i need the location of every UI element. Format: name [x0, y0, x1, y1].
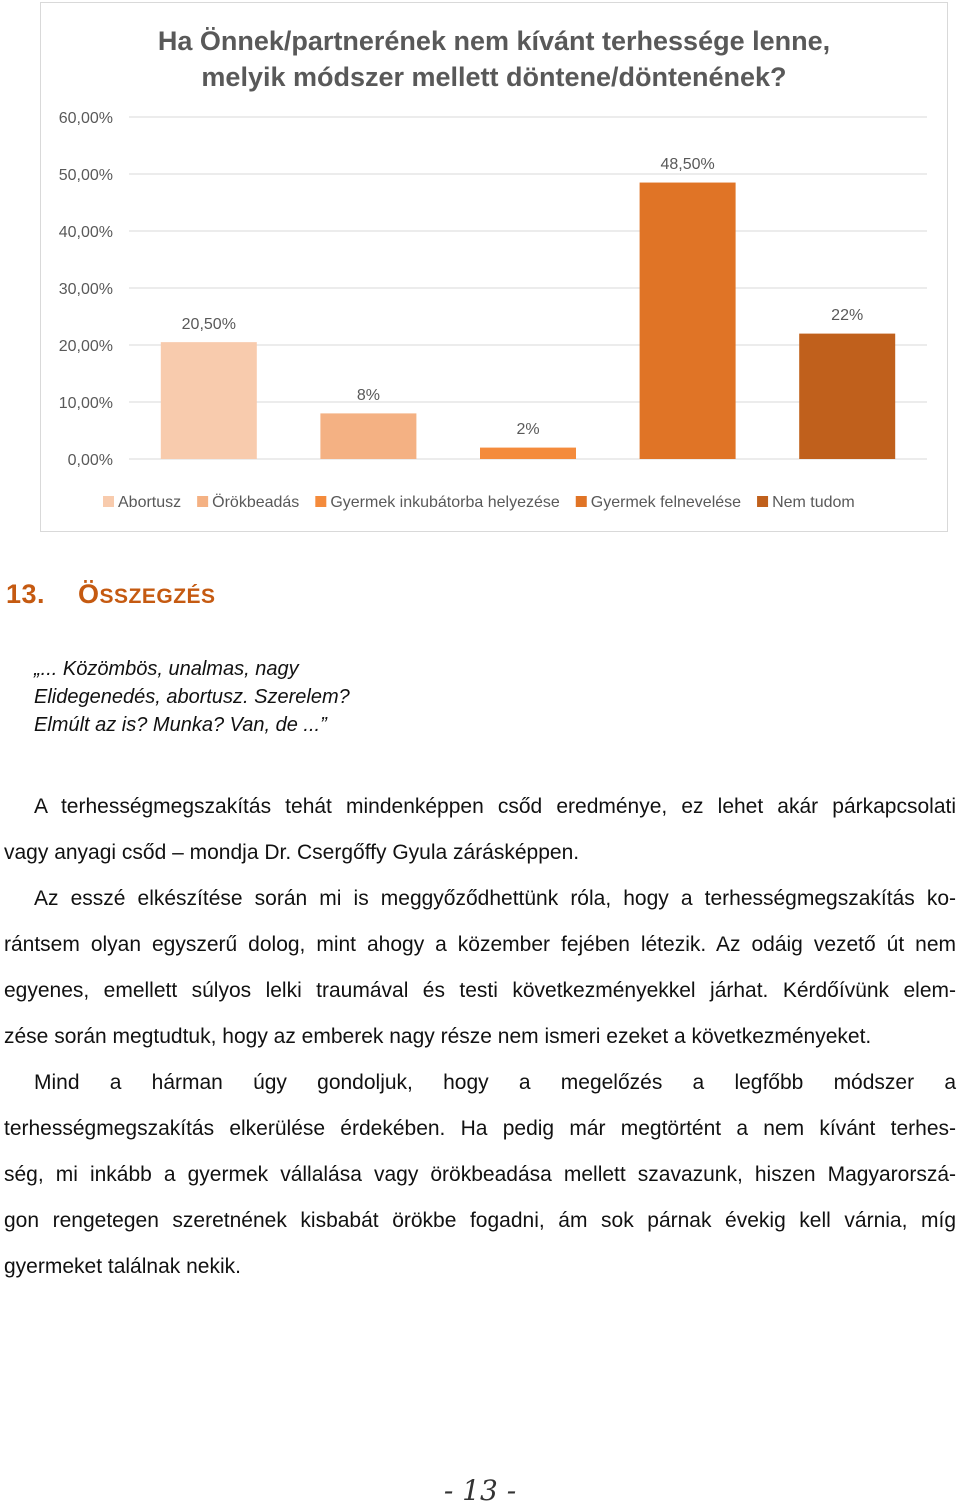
chart-title — [41, 23, 947, 95]
y-tick-label: 60,00% — [58, 110, 113, 127]
chart-title-line-1: Ha Önnek/partnerének nem kívánt terhessége lenne, — [157, 26, 831, 56]
body-line: rántsem olyan egyszerű dolog, mint ahogy a közember fejében létezik. Az odáig vezető út nem — [4, 933, 956, 956]
data-label: 20,50% — [181, 316, 236, 333]
y-tick-label: 0,00% — [67, 452, 113, 469]
body-line: terhességmegszakítás elkerülése érdekében. Ha pedig már megtörtént a nem kívánt terhes- — [4, 1117, 956, 1140]
legend-swatch — [576, 496, 587, 507]
section-title-rest: SSZEGZÉS — [99, 585, 216, 608]
section-title — [78, 579, 216, 609]
page-number: - 13 - — [443, 1474, 517, 1507]
chart-title-line-2: melyik módszer mellett döntene/döntenének? — [201, 62, 787, 92]
legend-swatch — [757, 496, 768, 507]
quote-line: Elmúlt az is? Munka? Van, de ...” — [34, 714, 327, 736]
legend-label: Nem tudom — [772, 494, 855, 511]
body-line: ség, mi inkább a gyermek vállalása vagy örökbeadása mellett szavazunk, hiszen Magyarorszá- — [4, 1163, 956, 1186]
body-line: gyermeket találnak nekik. — [4, 1255, 241, 1278]
section-heading — [6, 576, 216, 615]
bar — [161, 342, 257, 459]
legend-swatch — [103, 496, 114, 507]
body-line: Az esszé elkészítése során mi is meggyőződhettünk róla, hogy a terhességmegszakítás ko- — [34, 887, 956, 910]
bar — [320, 413, 416, 459]
body-line: egyenes, emellett súlyos lelki traumával és testi következményekkel járhat. Kérdőívünk elem- — [4, 979, 956, 1002]
legend-label: Gyermek felnevelése — [590, 494, 742, 511]
body-line: Mind a hárman úgy gondoljuk, hogy a megelőzés a legfőbb módszer a — [34, 1071, 956, 1094]
legend-label: Abortusz — [118, 494, 182, 511]
legend-label: Örökbeadás — [212, 494, 300, 511]
data-label: 22% — [831, 307, 864, 324]
data-label: 8% — [356, 387, 380, 404]
body-line: zése során megtudtuk, hogy az emberek nagy része nem ismeri ezeket a következményeket. — [4, 1025, 872, 1048]
body-line: gon rengetegen szeretnének kisbabát örökbe fogadni, ám sok párnak évekig kell várnia, míg — [4, 1209, 956, 1232]
y-tick-label: 10,00% — [58, 395, 113, 412]
section-number: 13. — [6, 579, 46, 609]
chart-container — [40, 2, 948, 532]
bar — [480, 448, 576, 459]
body-text — [4, 784, 956, 1290]
section-title-initial: Ö — [78, 579, 100, 609]
legend-swatch — [315, 496, 326, 507]
quote-line: „... Közömbös, unalmas, nagy — [34, 658, 299, 680]
bar — [799, 334, 895, 459]
y-tick-label: 50,00% — [58, 167, 113, 184]
quote-line: Elidegenedés, abortusz. Szerelem? — [34, 686, 350, 708]
y-tick-label: 30,00% — [58, 281, 113, 298]
legend-swatch — [197, 496, 208, 507]
body-line: A terhességmegszakítás tehát mindenképpen csőd eredménye, ez lehet akár párkapcsolati — [34, 795, 956, 818]
body-line: vagy anyagi csőd – mondja Dr. Csergőffy Gyula zárásképpen. — [4, 841, 580, 864]
quote-block — [34, 655, 350, 739]
data-label: 48,50% — [660, 156, 715, 173]
y-tick-label: 40,00% — [58, 224, 113, 241]
data-label: 2% — [516, 421, 540, 438]
legend-label: Gyermek inkubátorba helyezése — [330, 494, 560, 511]
y-tick-label: 20,00% — [58, 338, 113, 355]
bar — [640, 183, 736, 459]
